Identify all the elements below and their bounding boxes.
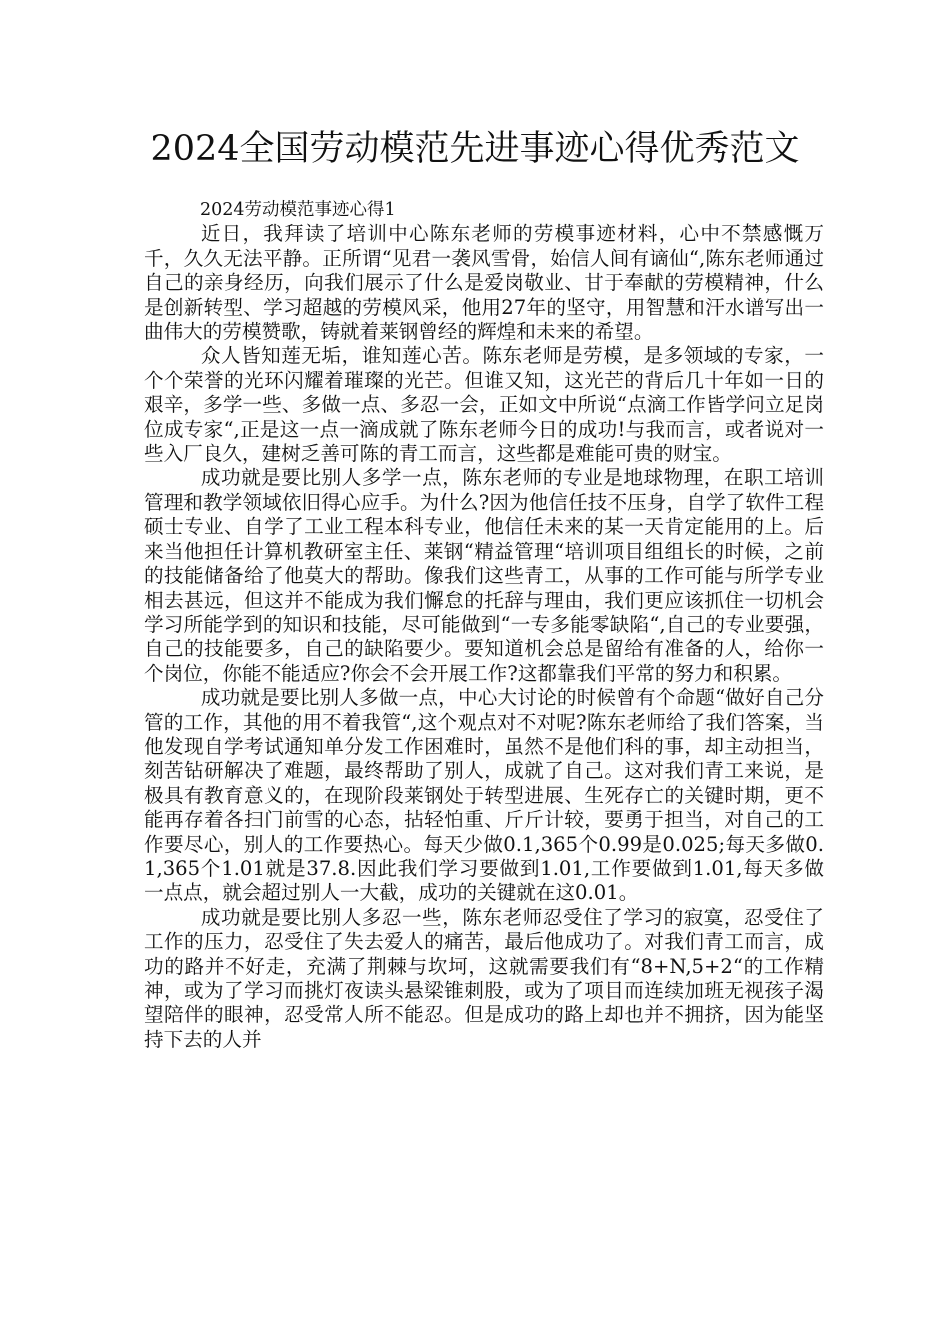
- paragraph-3: 成功就是要比别人多学一点，陈东老师的专业是地球物理，在职工培训管理和教学领域依旧得心应手。为什么?因为他信任技不压身，自学了软件工程硕士专业、自学了工业工程本科专业，他信任未来的某一天肯定能用的上。后来当他担任计算机教研室主任、莱钢“精益管理“培训项目组组长的时候，之前的技能储备给了他莫大的帮助。像我们这些青工，从事的工作可能与所学专业相去甚远，但这并不能成为我们懈怠的托辞与理由，我们更应该抓住一切机会学习所能学到的知识和技能，尽可能做到“一专多能零缺陷“,自己的专业要强，自己的技能要多，自己的缺陷要少。要知道机会总是留给有准备的人，给你一个岗位，你能不能适应?你会不会开展工作?这都靠我们平常的努力和积累。: [144, 466, 824, 685]
- paragraph-5: 成功就是要比别人多忍一些，陈东老师忍受住了学习的寂寞，忍受住了工作的压力，忍受住了失去爱人的痛苦，最后他成功了。对我们青工而言，成功的路并不好走，充满了荆棘与坎坷，这就需要我们有“8+N,5+2“的工作精神，或为了学习而挑灯夜读头悬梁锥刺股，或为了项目而连续加班无视孩子渴望陪伴的眼神，忍受常人所不能忍。但是成功的路上却也并不拥挤，因为能坚持下去的人并: [144, 905, 824, 1051]
- paragraph-4: 成功就是要比别人多做一点，中心大讨论的时候曾有个命题“做好自己分管的工作，其他的用不着我管“,这个观点对不对呢?陈东老师给了我们答案，当他发现自学考试通知单分发工作困难时，虽然不是他们科的事，却主动担当，刻苦钻研解决了难题，最终帮助了别人，成就了自己。这对我们青工来说，是极具有教育意义的，在现阶段莱钢处于转型进展、生死存亡的关键时期，更不能再存着各扫门前雪的心态，拈轻怕重、斤斤计较，要勇于担当，对自己的工作要尽心，别人的工作要热心。每天少做0.1,365个0.99是0.025;每天多做0.1,365个1.01就是37.8.因此我们学习要做到1.01,工作要做到1.01,每天多做一点点，就会超过别人一大截，成功的关键就在这0.01。: [144, 686, 824, 905]
- paragraph-2: 众人皆知莲无垢，谁知莲心苦。陈东老师是劳模，是多领域的专家，一个个荣誉的光环闪耀着璀璨的光芒。但谁又知，这光芒的背后几十年如一日的艰辛，多学一些、多做一点、多忍一会，正如文中所说“点滴工作皆学问立足岗位成专家“,正是这一点一滴成就了陈东老师今日的成功!与我而言，或者说对一些入厂良久，建树乏善可陈的青工而言，这些都是难能可贵的财宝。: [144, 344, 824, 466]
- section-heading: 2024劳动模范事迹心得1: [200, 200, 396, 220]
- document-title: 2024全国劳动模范先进事迹心得优秀范文: [150, 129, 800, 169]
- paragraph-1: 近日，我拜读了培训中心陈东老师的劳模事迹材料，心中不禁感慨万千，久久无法平静。正所谓“见君一袭风雪骨，始信人间有谪仙“,陈东老师通过自己的亲身经历，向我们展示了什么是爱岗敬业、甘于奉献的劳模精神，什么是创新转型、学习超越的劳模风采，他用27年的坚守，用智慧和汗水谱写出一曲伟大的劳模赞歌，铸就着莱钢曾经的辉煌和未来的希望。: [144, 222, 824, 344]
- document-body: [144, 198, 824, 1052]
